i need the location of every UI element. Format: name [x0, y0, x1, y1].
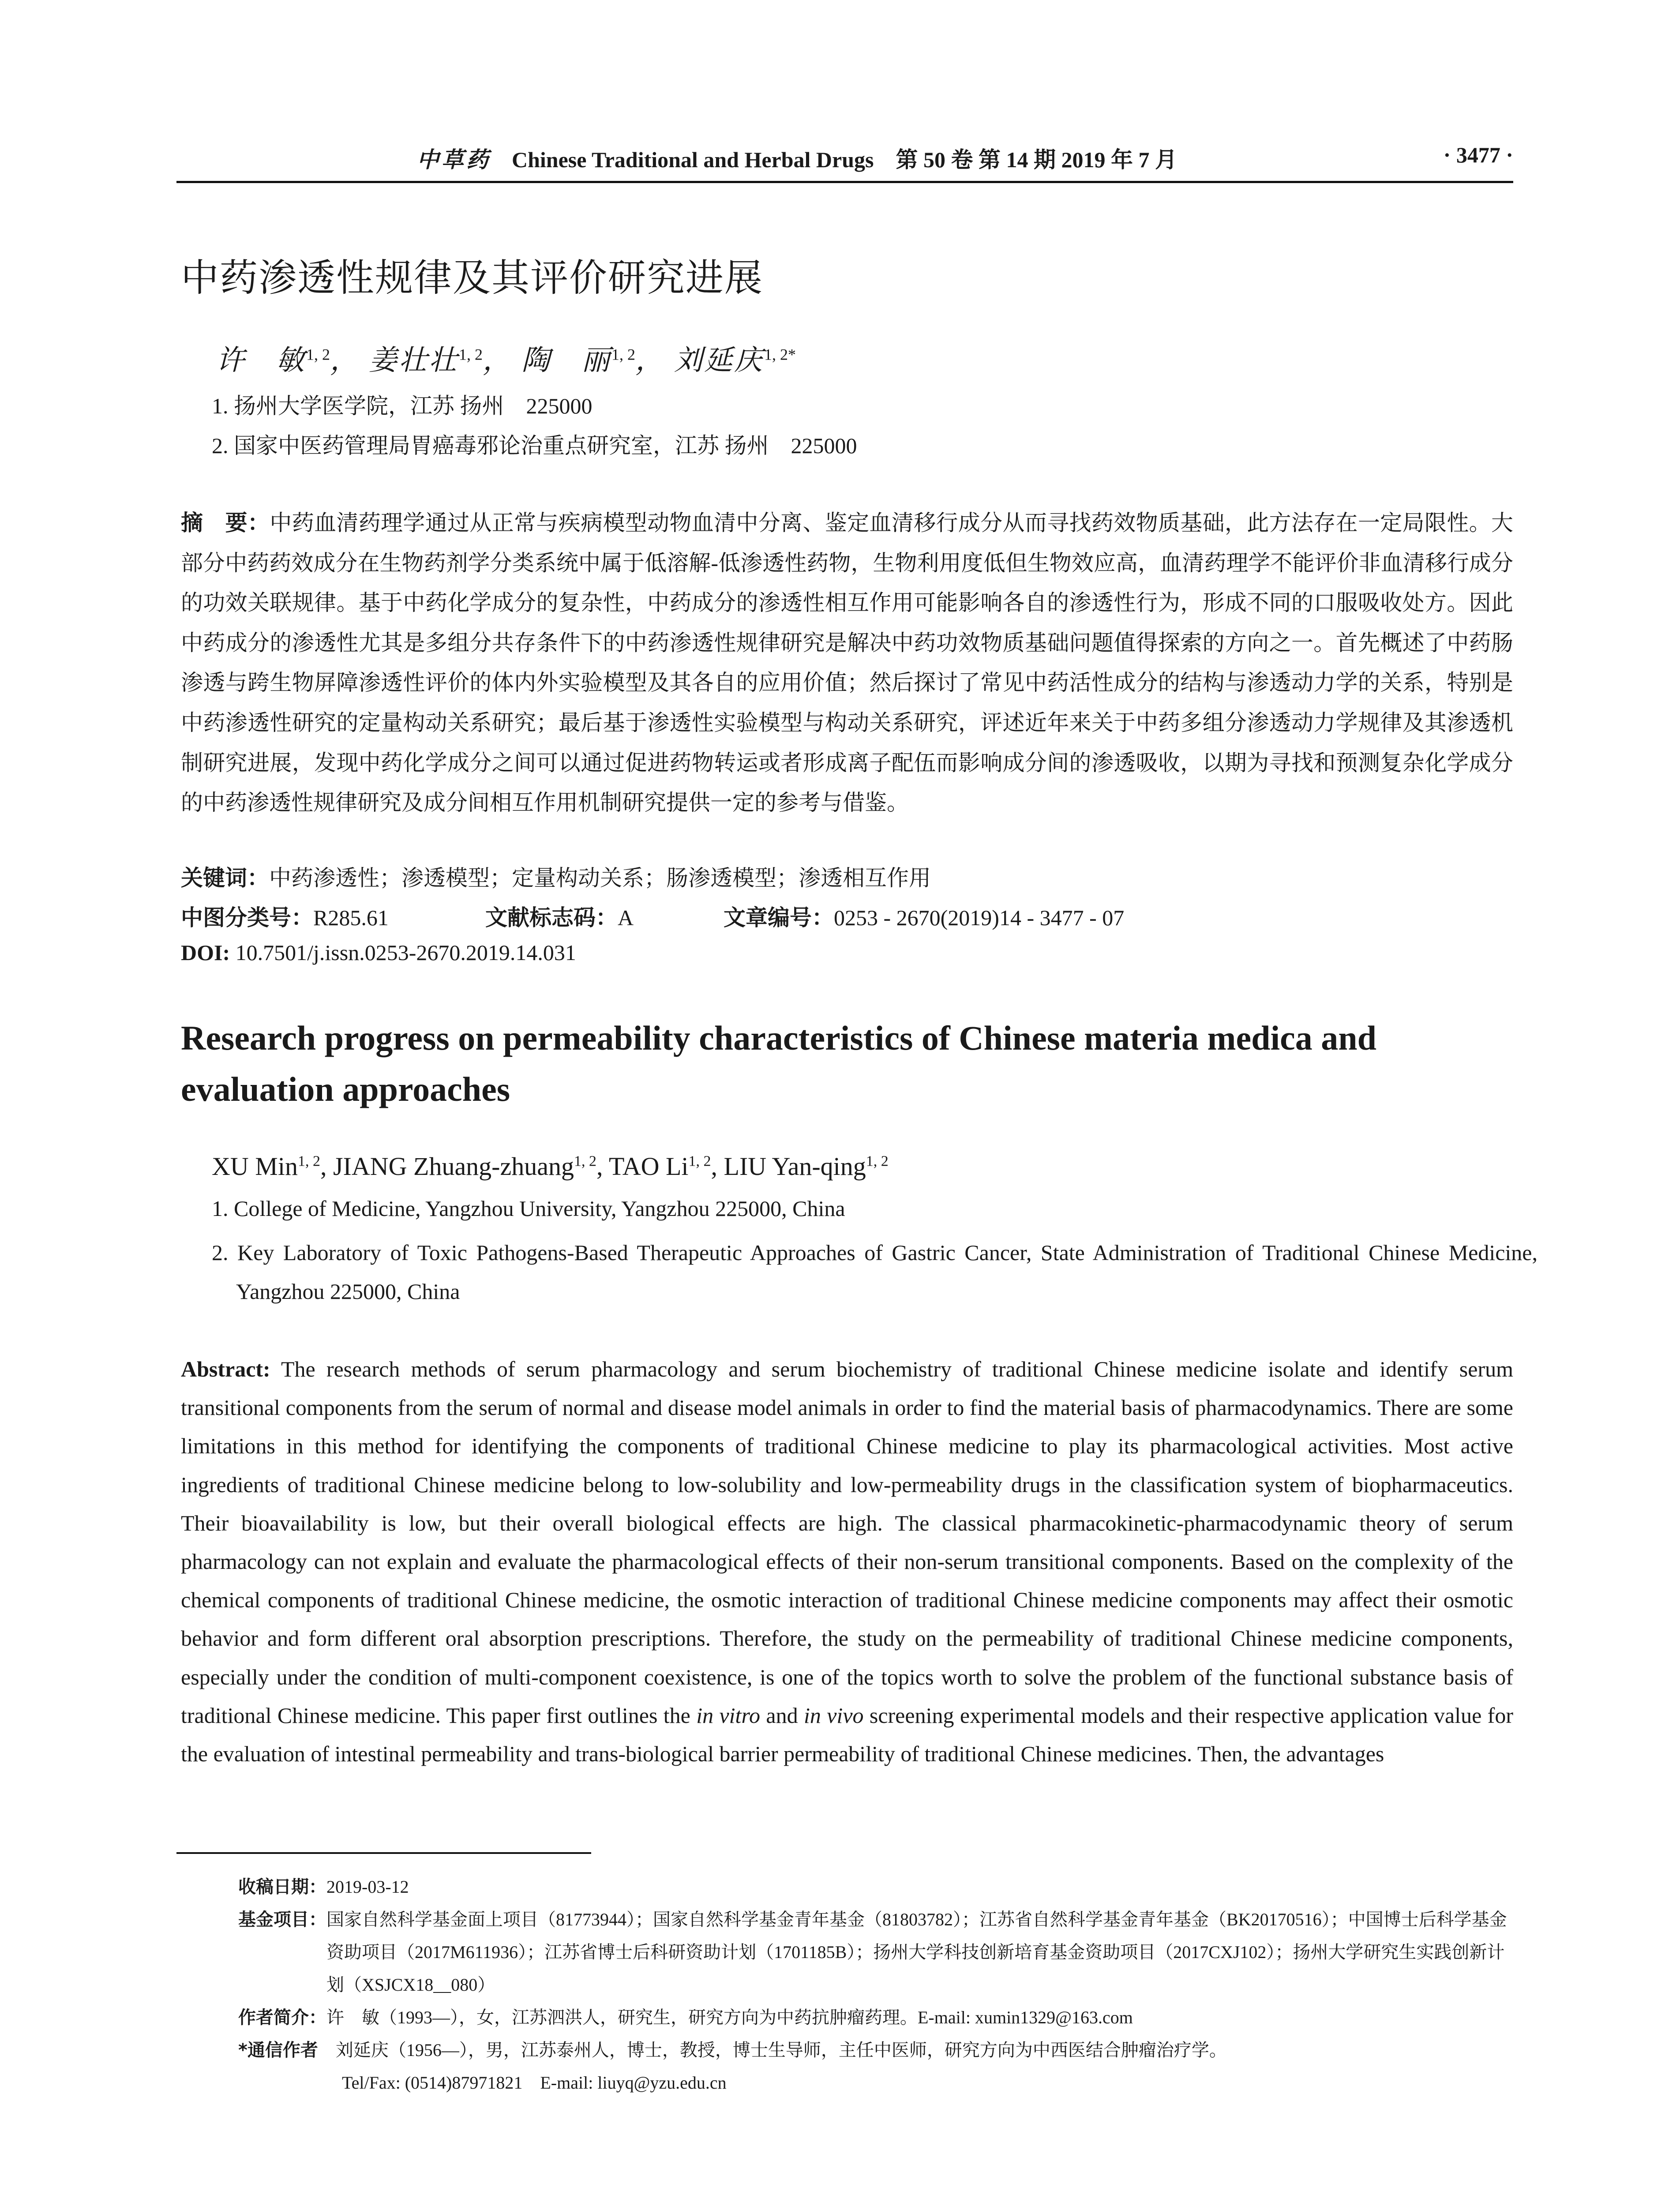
cn-keywords — [181, 860, 931, 892]
en-title: Research progress on permeability characteristics of Chinese materia medica and evaluation approaches — [181, 1019, 1377, 1108]
footnote-corresponding — [238, 2034, 1518, 2067]
cn-affiliation: 2. 国家中医药管理局胃癌毒邪论治重点研究室，江苏 扬州 225000 — [212, 433, 857, 458]
cn-author-name: 刘延庆 — [674, 345, 764, 376]
cn-author-name: 姜壮壮 — [369, 345, 459, 376]
footnote-author-bio — [238, 2001, 1518, 2034]
footnote-divider — [176, 1852, 591, 1854]
cn-abstract — [181, 503, 1513, 823]
en-author-affiliation-mark: 1, 2 — [297, 1153, 320, 1170]
en-author-name: XU Min — [212, 1152, 298, 1181]
en-author-name: LIU Yan-qing — [724, 1152, 866, 1181]
clc-label: 中图分类号： — [181, 905, 313, 930]
doi-label: DOI: — [181, 940, 230, 965]
doc-code-label: 文献标志码： — [485, 905, 618, 930]
clc-number — [181, 900, 389, 932]
page-number: · 3477 · — [1443, 143, 1513, 167]
article-no-label: 文章编号： — [724, 905, 834, 930]
cn-author-name: 陶 丽 — [521, 345, 611, 376]
doi — [181, 940, 576, 965]
cn-author-affiliation-mark: 1, 2* — [764, 345, 796, 364]
document-code — [485, 900, 634, 932]
en-abstract: Abstract: The research methods of serum pharmacology and serum biochemistry of traditional Chinese medicine isolate and identify serum transitional components from the serum of normal and disease model animals in order to find the material basis of pharmacodynamics. There are some limitations in this method for identifying the components of traditional Chinese medicine to play its pharmacological activities. Most active ingredients of traditional Chinese medicine belong to low-solubility and low-permeability drugs in the classification system of biopharmaceutics. Their bioavailability is low, but their overall biological effects are high. The classical pharmacokinetic-pharmacodynamic theory of serum pharmacology can not explain and evaluate the pharmacological effects of their non-serum transitional components. Based on the complexity of the chemical components of traditional Chinese medicine, the osmotic interaction of traditional Chinese medicine components may affect their osmotic behavior and form different oral absorption prescriptions. Therefore, the study on the permeability of traditional Chinese medicine components, especially under the condition of multi-component coexistence, is one of the topics worth to solve the problem of the functional substance basis of traditional Chinese medicine. This paper first outlines the in vitro and in vivo screening experimental models and their respective application value for the evaluation of intestinal permeability and trans-biological barrier permeability of traditional Chinese medicines. Then, the advantages — [181, 1357, 1513, 1767]
journal-logo: 中草药 — [417, 147, 491, 172]
corresponding-contact: Tel/Fax: (0514)87971821 E-mail: liuyq@yzu.edu.cn — [342, 2073, 727, 2093]
en-author-name: JIANG Zhuang-zhuang — [333, 1152, 574, 1181]
doi-link[interactable]: 10.7501/j.issn.0253-2670.2019.14.031 — [230, 940, 576, 965]
received-label: 收稿日期： — [238, 1877, 326, 1897]
keywords-label: 关键词： — [181, 865, 269, 891]
cn-author-affiliation-mark: 1, 2 — [306, 345, 330, 364]
corresponding-text: 刘延庆（1956—），男，江苏泰州人，博士，教授，博士生导师，主任中医师，研究方向为中西医结合肿瘤治疗学。 — [318, 2040, 1227, 2060]
keywords-text: 中药渗透性；渗透模型；定量构动关系；肠渗透模型；渗透相互作用 — [269, 866, 931, 890]
cn-abstract-label: 摘 要： — [181, 510, 270, 536]
fund-label: 基金项目： — [238, 1910, 326, 1930]
cn-title: 中药渗透性规律及其评价研究进展 — [181, 256, 763, 300]
received-date: 2019-03-12 — [326, 1877, 409, 1897]
running-header — [176, 132, 1513, 183]
journal-citation: Chinese Traditional and Herbal Drugs 第 50 卷 第 14 期 2019 年 7 月 — [512, 147, 1177, 172]
en-author-affiliation-mark: 1, 2 — [574, 1153, 596, 1170]
author-bio-label: 作者简介： — [238, 2007, 326, 2028]
corresponding-label: *通信作者 — [238, 2040, 318, 2060]
doc-code-value: A — [618, 905, 634, 930]
cn-author-affiliation-mark: 1, 2 — [459, 345, 483, 364]
cn-author-affiliation-mark: 1, 2 — [611, 345, 635, 364]
cn-author-list: 许 敏$^{1, 2}$， 姜壮壮$^{1, 2}$， 陶 丽$^{1, 2}$， 刘延庆$^{1, 2*}$ — [216, 345, 796, 376]
cn-author-name: 许 敏 — [216, 345, 306, 376]
classification-row — [181, 900, 1513, 931]
en-author-list: XU Min$^{1, 2}$, JIANG Zhuang-zhuang$^{1, 2}$, TAO Li$^{1, 2}$, LIU Yan-qing$^{1, 2}$ — [212, 1152, 889, 1181]
en-affiliation: 1. College of Medicine, Yangzhou University, Yangzhou 225000, China — [212, 1196, 845, 1221]
clc-value: R285.61 — [313, 905, 389, 930]
cn-abstract-text: 中药血清药理学通过从正常与疾病模型动物血清中分离、鉴定血清移行成分从而寻找药效物质基础，此方法存在一定局限性。大部分中药药效成分在生物药剂学分类系统中属于低溶解-低渗透性药物，生物利用度低但生物效应高，血清药理学不能评价非血清移行成分的功效关联规律。基于中药化学成分的复杂性，中药成分的渗透性相互作用可能影响各自的渗透性行为，形成不同的口服吸收处方。因此中药成分的渗透性尤其是多组分共存条件下的中药渗透性规律研究是解决中药功效物质基础问题值得探索的方向之一。首先概述了中药肠渗透与跨生物屏障渗透性评价的体内外实验模型及其各自的应用价值；然后探讨了常见中药活性成分的结构与渗透动力学的关系，特别是中药渗透性研究的定量构动关系研究；最后基于渗透性实验模型与构动关系研究，评述近年来关于中药多组分渗透动力学规律及其渗透机制研究进展，发现中药化学成分之间可以通过促进药物转运或者形成离子配伍而影响成分间的渗透吸收，以期为寻找和预测复杂化学成分的中药渗透性规律研究及成分间相互作用机制研究提供一定的参考与借鉴。 — [181, 510, 1514, 815]
footnotes — [238, 1871, 1518, 2099]
footnote-received — [238, 1871, 1518, 1903]
fund-text: 国家自然科学基金面上项目（81773944）；国家自然科学基金青年基金（81803782）；江苏省自然科学基金青年基金（BK20170516）；中国博士后科学基金资助项目（2017M611936）；江苏省博士后科研资助计划（1701185B）；扬州大学科技创新培育基金资助项目（2017CXJ102）；扬州大学研究生实践创新计划（XSJCX18__080） — [326, 1910, 1507, 1995]
en-author-name: TAO Li — [608, 1152, 689, 1181]
author-bio-text: 许 敏（1993—），女，江苏泗洪人，研究生，研究方向为中药抗肿瘤药理。E-mail: xumin1329@163.com — [326, 2007, 1133, 2027]
cn-affiliation: 1. 扬州大学医学院，江苏 扬州 225000 — [212, 394, 592, 418]
en-author-affiliation-mark: 1, 2 — [688, 1153, 711, 1170]
en-author-affiliation-mark: 1, 2 — [866, 1153, 889, 1170]
article-number — [724, 900, 1124, 932]
en-affiliation: 2. Key Laboratory of Toxic Pathogens-Based Therapeutic Approaches of Gastric Cancer, State Administration of Traditional Chinese Medicine, Yangzhou 225000, China — [212, 1240, 1538, 1304]
footnote-fund — [238, 1903, 1518, 2001]
article-no-value: 0253 - 2670(2019)14 - 3477 - 07 — [834, 905, 1125, 930]
en-abstract-label: Abstract: — [181, 1357, 270, 1381]
